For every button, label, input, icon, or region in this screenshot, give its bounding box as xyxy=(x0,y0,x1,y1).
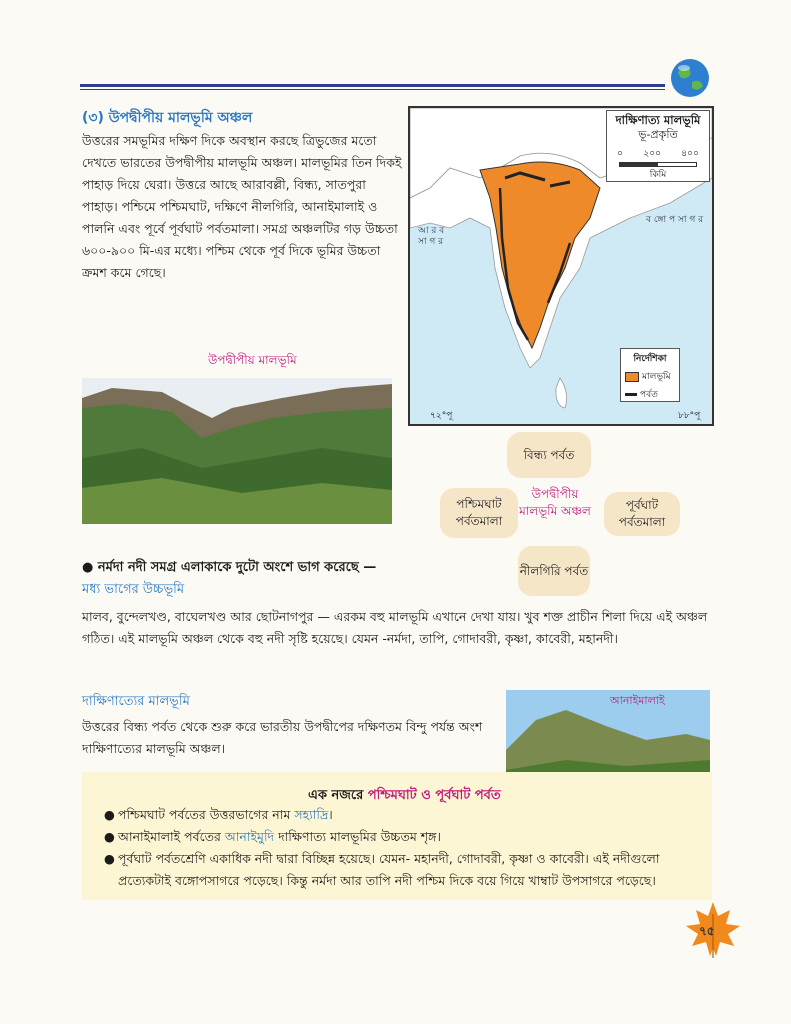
b1-text: পশ্চিমঘাট পর্বতের উত্তরভাগের নাম xyxy=(118,807,295,822)
mountain-swatch xyxy=(625,393,637,396)
scale-label: ০ xyxy=(617,149,624,159)
map-scale-unit: কিমি xyxy=(649,170,667,180)
summary-bullet-1 xyxy=(104,804,333,826)
deccan-subheading: দাক্ষিণাত্যের মালভূমি xyxy=(82,694,190,709)
concept-bottom-label: নীলগিরি পর্বত xyxy=(519,563,589,578)
concept-left-label: পশ্চিমঘাট পর্বতমালা xyxy=(455,497,503,528)
deccan-paragraph: উত্তরের বিন্ধ্য পর্বত থেকে শুরু করে ভারতীয় উপদ্বীপের দক্ষিণতম বিন্দু পর্যন্ত অংশ দাক্ষিণাত্যের মালভূমি অঞ্চল। xyxy=(82,719,483,756)
bay-label: ব ঙ্গো প সা গ র xyxy=(646,215,704,225)
central-highland-subheading: মধ্য ভাগের উচ্চভূমি xyxy=(82,582,185,597)
concept-center-label: উপদ্বীপীয় মালভূমি অঞ্চল xyxy=(519,487,591,518)
map-scale-labels xyxy=(607,146,709,161)
bullet-dot: ● xyxy=(104,829,115,844)
concept-top-label: বিন্ধ্য পর্বত xyxy=(523,447,575,462)
page-number: ৭৫ xyxy=(699,924,715,938)
globe-icon xyxy=(670,58,710,98)
legend-item-plateau xyxy=(625,369,679,384)
lon-label-right: ৮৮°পূ xyxy=(678,411,701,421)
narmada-bullet: ● নর্মদা নদী সমগ্র এলাকাকে দুটো অংশে ভাগ করেছে — xyxy=(82,560,377,575)
concept-right-box xyxy=(604,492,680,536)
summary-title-highlight: পশ্চিমঘাট ও পূর্বঘাট পর্বত xyxy=(367,788,501,803)
photo1-caption: উপদ্বীপীয় মালভূমি xyxy=(208,353,297,367)
concept-bottom-box xyxy=(518,546,590,596)
map-title-box xyxy=(606,110,710,182)
legend-label: পর্বত xyxy=(640,390,658,400)
legend-title: নির্দেশিকা xyxy=(633,354,667,364)
summary-title-prefix: এক নজরে xyxy=(308,788,368,803)
b2-text: আনাইমালাই পর্বতের xyxy=(118,829,225,844)
legend-label: মালভূমি xyxy=(642,372,671,382)
summary-bullet-3 xyxy=(104,848,708,892)
b2-accent: আনাইমুদি xyxy=(224,829,275,844)
b1-accent: সহ্যাদ্রি xyxy=(294,807,329,822)
concept-top-box xyxy=(507,432,591,478)
top-rule-thin xyxy=(80,89,665,90)
scale-label: ৪০০ xyxy=(681,149,699,159)
concept-right-label: পূর্বঘাট পর্বতমালা xyxy=(618,498,666,529)
central-highland-paragraph: মালব, বুন্দেলখণ্ড, বাঘেলখণ্ড আর ছোটনাগপুর — এরকম বহু মালভূমি এখানে দেখা যায়। খুব শক্ত প্রাচীন শিলা দিয়ে এই অঞ্চল গঠিত। এই মালভূমি অঞ্চল থেকে বহু নদী সৃষ্টি হয়েছে। যেমন -নর্মদা, তাপি, গোদাবরী, কৃষ্ণা, কাবেরী, মহানদী। xyxy=(82,609,708,646)
deccan-plateau-map xyxy=(408,106,714,426)
legend-item-mountain xyxy=(625,387,679,402)
summary-bullet-2 xyxy=(104,826,441,848)
map-legend xyxy=(620,348,680,402)
narmada-bullet-text: নর্মদা নদী সমগ্র এলাকাকে দুটো অংশে ভাগ করেছে — xyxy=(97,560,377,575)
b3-text: পূর্বঘাট পর্বতশ্রেণি একাধিক নদী দ্বারা বিচ্ছিন্ন হয়েছে। যেমন- মহানদী, গোদাবরী, কৃষ্ণা ও কাবেরী। এই নদীগুলো প্রত্যেকটাই বঙ্গোপসাগরে পড়েছে। কিন্তু নর্মদা আর তাপি নদী পশ্চিম দিকে বয়ে গিয়ে খাম্বাট উপসাগরে পড়েছে। xyxy=(118,851,660,888)
photo2-caption: আনাইমালাই xyxy=(610,694,665,707)
b1-end: । xyxy=(328,807,333,822)
concept-left-box xyxy=(440,488,518,538)
intro-paragraph: উত্তরের সমভূমির দক্ষিণ দিকে অবস্থান করছে ত্রিভুজের মতো দেখতে ভারতের উপদ্বীপীয় মালভূমি অঞ্চল। মালভূমির তিন দিকই পাহাড় দিয়ে ঘেরা। উত্তরে আছে আরাবল্লী, বিন্ধ্য, সাতপুরা পাহাড়। পশ্চিমে পশ্চিমঘাট, দক্ষিণে নীলগিরি, আনাইমালাই ও পালনি এবং পূর্বে পূর্বঘাট পর্বতমালা। সমগ্র অঞ্চলটির গড় উচ্চতা ৬০০-৯০০ মি-এর মধ্যে। পশ্চিম থেকে পূর্ব দিকে ভূমির উচ্চতা ক্রমশ কমে গেছে। xyxy=(82,133,402,280)
summary-box-title xyxy=(308,786,501,807)
section-heading: (৩) উপদ্বীপীয় মালভূমি অঞ্চল xyxy=(82,110,253,126)
plateau-photo xyxy=(82,378,392,524)
arabian-sea-label: আ র ব সা গ র xyxy=(418,226,445,247)
bullet-dot: ● xyxy=(104,807,115,822)
b2-end: দাক্ষিণাত্য মালভূমির উচ্চতম শৃঙ্গ। xyxy=(274,829,441,844)
map-title: দাক্ষিণাত্য মালভূমি xyxy=(615,113,701,127)
bullet-dot: ● xyxy=(104,851,115,866)
scale-label: ২০০ xyxy=(643,149,661,159)
lon-label-left: ৭২°পূ xyxy=(430,411,453,421)
top-rule xyxy=(80,84,665,87)
plateau-swatch xyxy=(625,372,639,382)
map-subtitle: ভূ-প্রকৃতি xyxy=(638,128,678,141)
